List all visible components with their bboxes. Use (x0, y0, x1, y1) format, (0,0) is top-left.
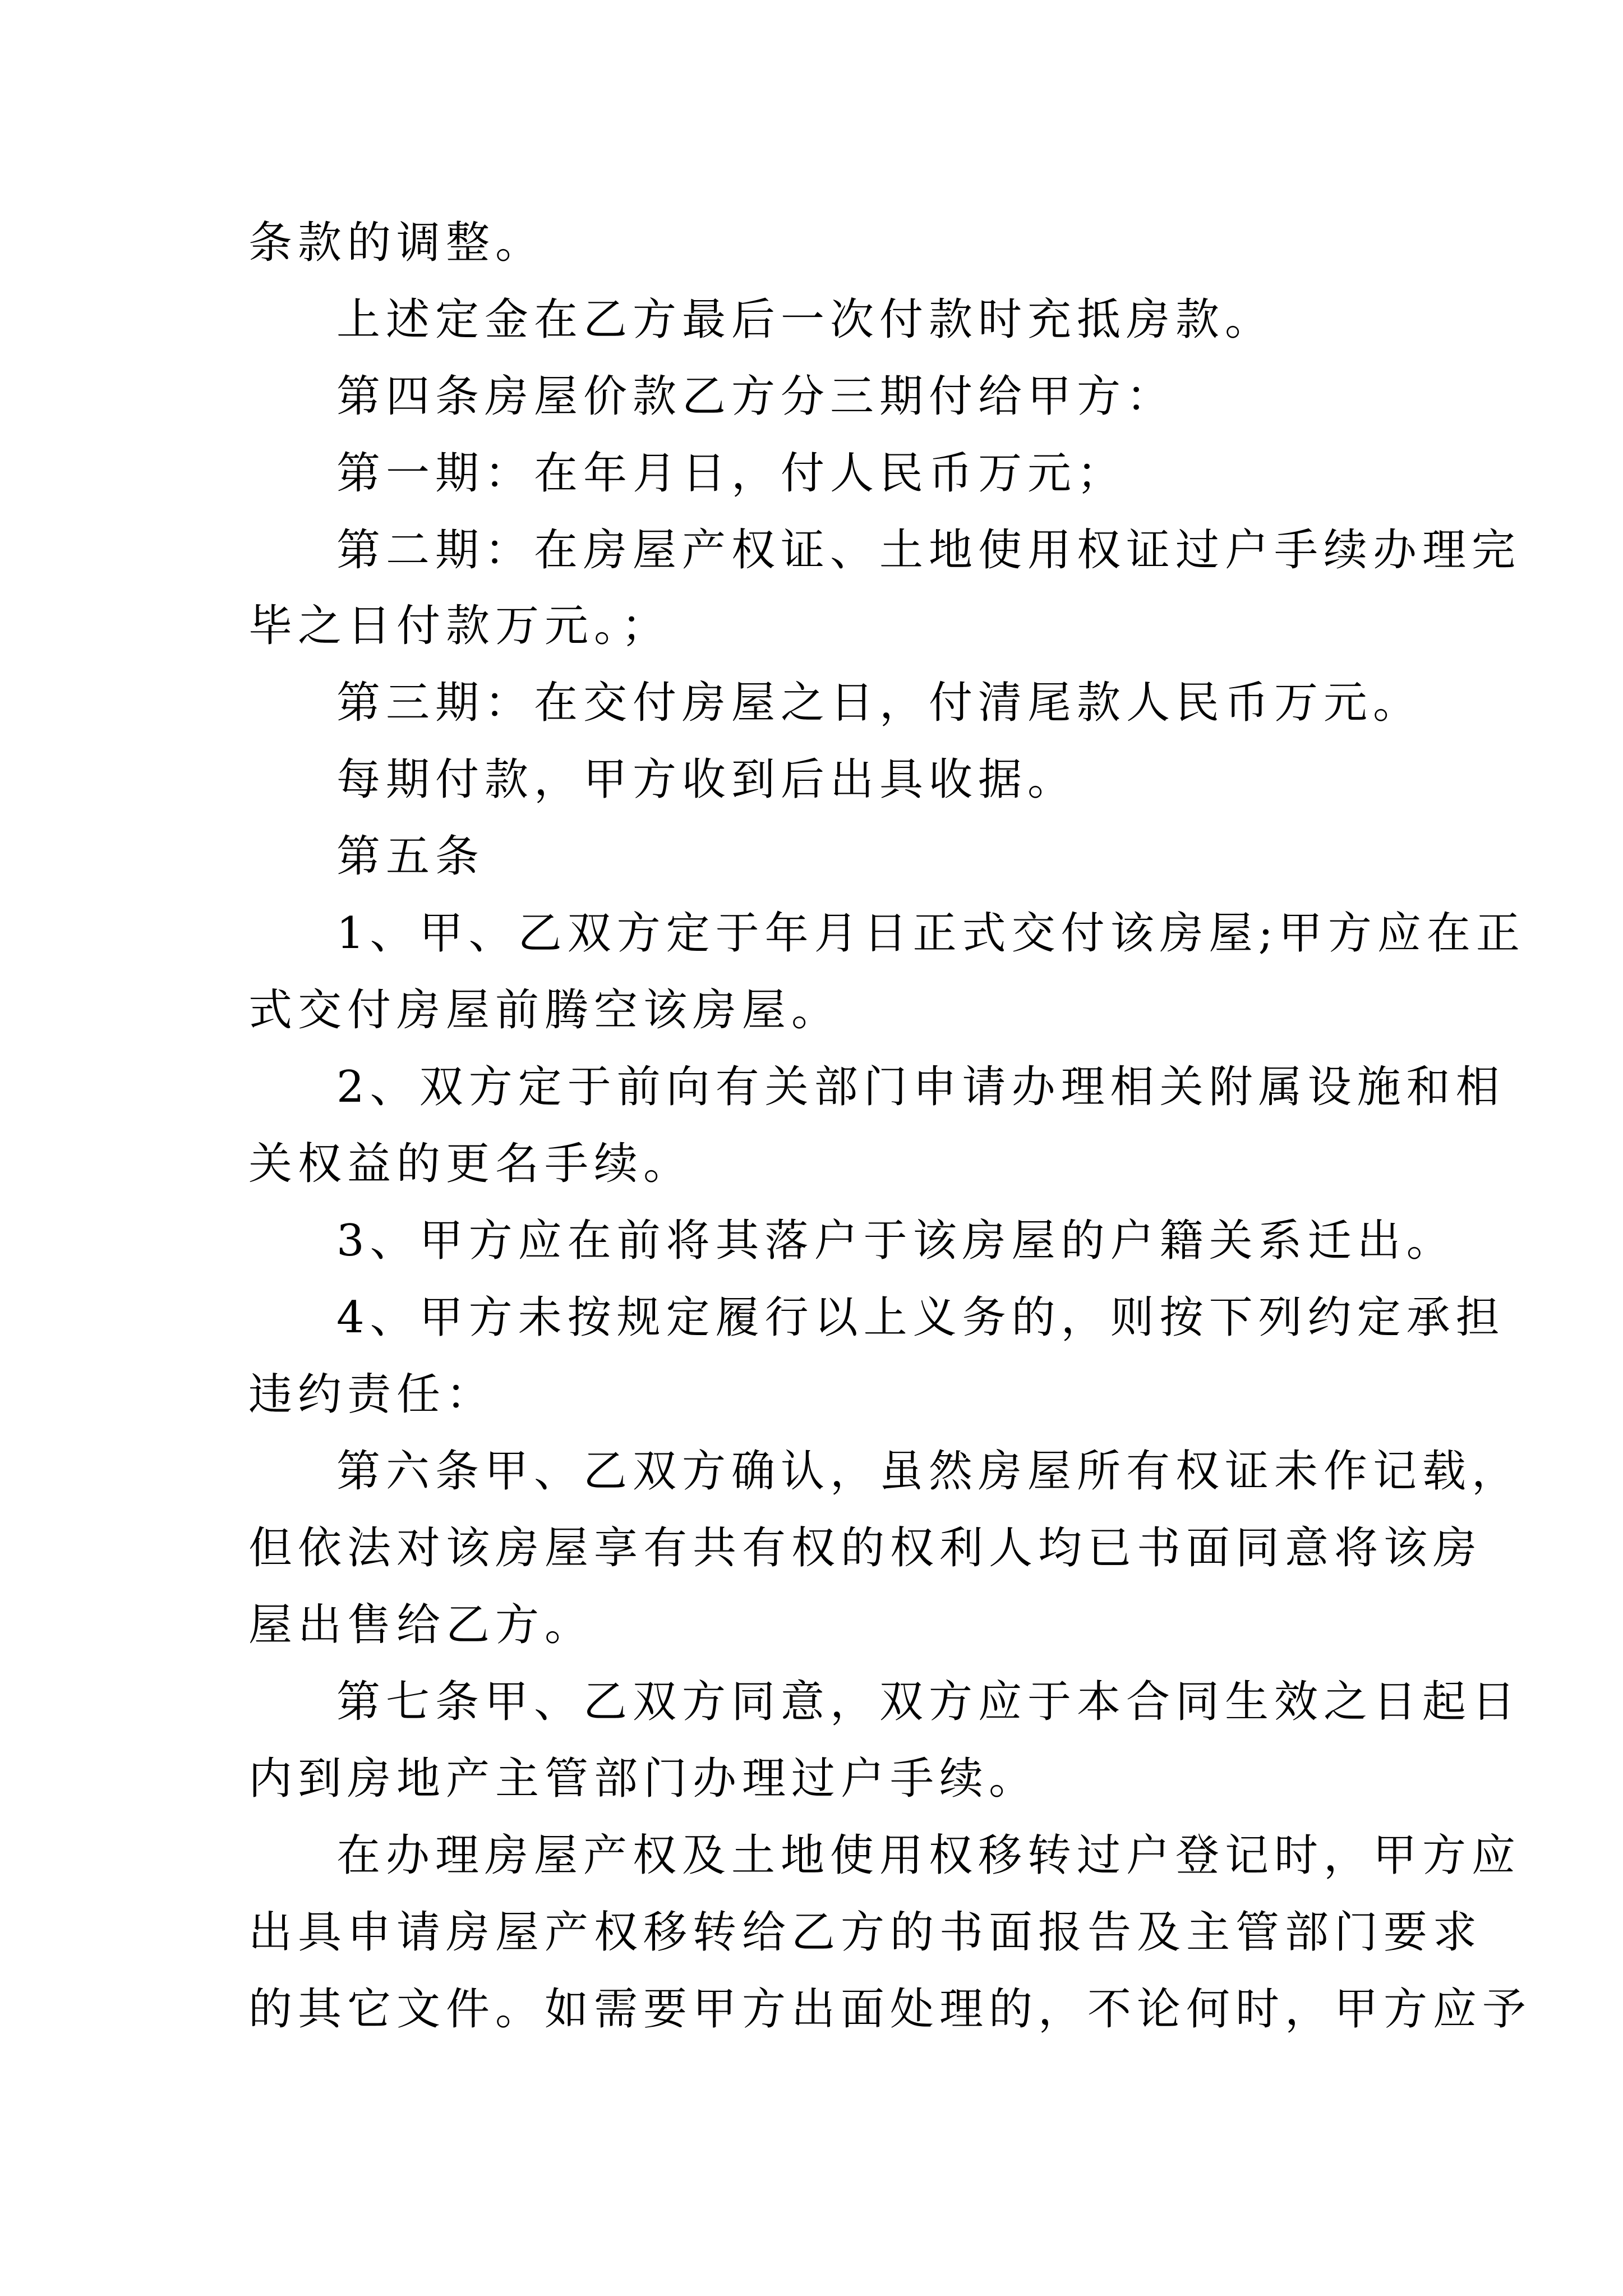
text-line: 的其它文件。如需要甲方出面处理的，不论何时，甲方应予 (248, 1984, 1532, 2035)
text-line: 违约责任： (248, 1369, 496, 1420)
text-line: 条款的调整。 (248, 218, 545, 268)
text-line: 第一期：在年月日，付人民币万元； (336, 448, 1127, 499)
text-line: 第七条甲、乙双方同意，双方应于本合同生效之日起日 (336, 1677, 1521, 1727)
text-line: 式交付房屋前腾空该房屋。 (248, 985, 841, 1036)
text-line: 关权益的更名手续。 (248, 1139, 693, 1189)
text-line: 内到房地产主管部门办理过户手续。 (248, 1754, 1039, 1804)
text-line: 第三期：在交付房屋之日，付清尾款人民币万元。 (336, 678, 1423, 728)
text-line: 第二期：在房屋产权证、土地使用权证过户手续办理完 (336, 525, 1521, 576)
text-line: 第五条 (336, 831, 485, 882)
text-line: 第六条甲、乙双方确认，虽然房屋所有权证未作记载， (336, 1446, 1521, 1497)
text-line: 上述定金在乙方最后一次付款时充抵房款。 (336, 295, 1275, 345)
text-line: 1、甲、乙双方定于年月日正式交付该房屋;甲方应在正 (336, 908, 1525, 959)
text-line: 毕之日付款万元。； (248, 601, 671, 651)
text-line: 4、甲方未按规定履行以上义务的，则按下列约定承担 (336, 1292, 1505, 1343)
text-line: 但依法对该房屋享有共有权的权利人均已书面同意将该房 (248, 1523, 1483, 1573)
text-line: 3、甲方应在前将其落户于该房屋的户籍关系迁出。 (336, 1216, 1456, 1266)
text-line: 第四条房屋价款乙方分三期付给甲方： (336, 371, 1176, 422)
text-line: 屋出售给乙方。 (248, 1600, 594, 1650)
text-line: 每期付款，甲方收到后出具收据。 (336, 754, 1077, 805)
text-line: 2、双方定于前向有关部门申请办理相关附属设施和相 (336, 1062, 1505, 1112)
text-line: 在办理房屋产权及土地使用权移转过户登记时，甲方应 (336, 1830, 1521, 1881)
text-line: 出具申请房屋产权移转给乙方的书面报告及主管部门要求 (248, 1907, 1483, 1958)
